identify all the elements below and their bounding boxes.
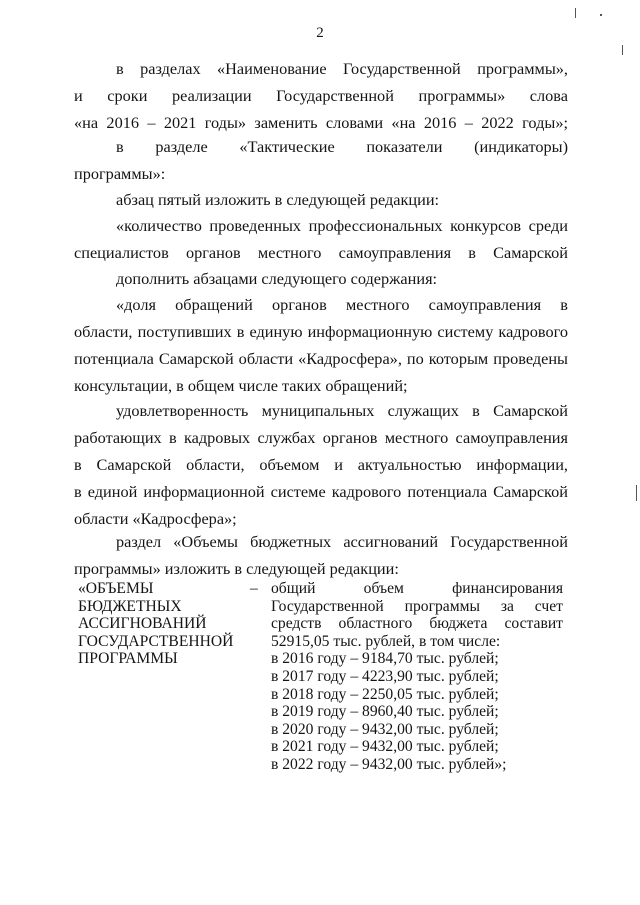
- text-line: консультации, в общем числе таких обращений;: [74, 376, 408, 395]
- text-line: абзац пятый изложить в следующей редакции:: [116, 190, 440, 209]
- budget-values: [271, 580, 563, 774]
- label-line: АССИГНОВАНИЙ: [78, 615, 207, 633]
- scan-mark: [600, 14, 602, 16]
- text-line: программы» изложить в следующей редакции:: [74, 559, 399, 578]
- text-line: области «Кадросфера»;: [74, 509, 237, 528]
- text-line: работающих в кадровых службах органов местного самоуправления: [74, 428, 568, 447]
- scan-mark: [636, 485, 637, 501]
- value-line: средств областного бюджета составит: [271, 615, 563, 633]
- text-line: в единой информационной системе кадрового потенциала Самарской: [74, 482, 568, 501]
- scan-mark: [622, 45, 623, 55]
- text-line: «на 2016 – 2021 годы» заменить словами «на 2016 – 2022 годы»;: [74, 113, 568, 132]
- paragraph-3: [74, 186, 568, 213]
- label-line: ГОСУДАРСТВЕННОЙ: [78, 632, 234, 650]
- value-line-year: в 2021 году – 9432,00 тыс. рублей;: [271, 738, 499, 756]
- value-line-year: в 2018 году – 2250,05 тыс. рублей;: [271, 685, 499, 703]
- value-line-year: в 2022 году – 9432,00 тыс. рублей»;: [271, 755, 507, 773]
- paragraph-7: [74, 397, 568, 532]
- paragraph-5: [74, 265, 568, 292]
- value-line: общий объем финансирования: [271, 580, 563, 597]
- text-line: программы»:: [74, 164, 166, 183]
- label-line: БЮДЖЕТНЫХ: [78, 597, 182, 615]
- budget-label: [78, 580, 253, 668]
- paragraph-2: [74, 133, 568, 187]
- text-line: специалистов органов местного самоуправления в Самарской: [74, 243, 568, 262]
- text-line: потенциала Самарской области «Кадросфера», по которым проведены: [74, 349, 568, 368]
- text-line: раздел «Объемы бюджетных ассигнований Государственной: [116, 532, 568, 551]
- text-line: «количество проведенных профессиональных конкурсов среди: [116, 216, 568, 235]
- paragraph-1: [74, 55, 568, 136]
- label-dash: –: [250, 580, 258, 597]
- paragraph-4: [74, 212, 568, 266]
- text-line: в разделах «Наименование Государственной программы»,: [116, 59, 568, 78]
- text-line: «доля обращений органов местного самоуправления в: [116, 295, 568, 314]
- value-line: Государственной программы за счет: [271, 597, 563, 615]
- label-line: ПРОГРАММЫ: [78, 650, 178, 668]
- value-line: 52915,05 тыс. рублей, в том числе:: [271, 632, 501, 650]
- value-line-year: в 2020 году – 9432,00 тыс. рублей;: [271, 720, 499, 738]
- page-number: 2: [316, 25, 324, 41]
- text-line: в Самарской области, объемом и актуальностью информации,: [74, 455, 568, 474]
- value-line-year: в 2019 году – 8960,40 тыс. рублей;: [271, 703, 499, 721]
- text-line: и сроки реализации Государственной программы» слова: [74, 86, 568, 105]
- text-line: дополнить абзацами следующего содержания:: [116, 269, 438, 288]
- scan-mark: [575, 8, 576, 18]
- paragraph-8: [74, 528, 568, 582]
- text-line: области, поступивших в единую информационную систему кадрового: [74, 322, 568, 341]
- paragraph-6: [74, 291, 568, 399]
- label-line: «ОБЪЕМЫ: [78, 580, 154, 597]
- text-line: удовлетворенность муниципальных служащих в Самарской: [116, 401, 568, 420]
- value-line-year: в 2017 году – 4223,90 тыс. рублей;: [271, 667, 499, 685]
- text-line: в разделе «Тактические показатели (индикаторы): [116, 137, 568, 156]
- value-line-year: в 2016 году – 9184,70 тыс. рублей;: [271, 650, 499, 668]
